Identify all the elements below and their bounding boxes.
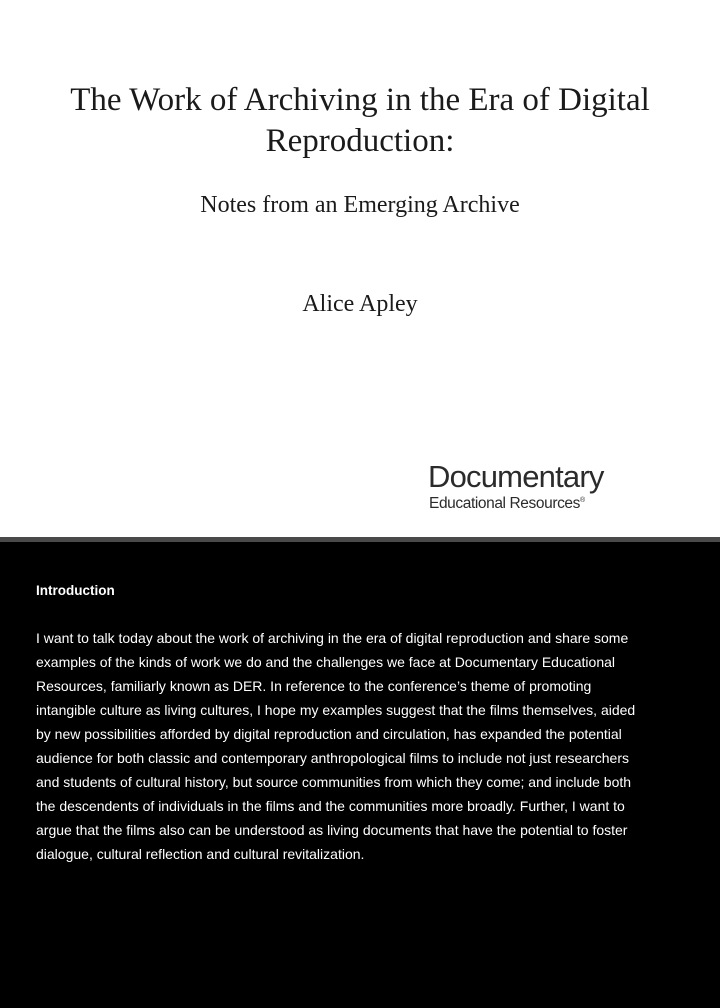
der-logo	[428, 460, 628, 516]
author-name: Alice Apley	[302, 291, 418, 317]
paragraph-line-5: by new possibilities afforded by digital reproduction and circulation, has expanded the potential	[36, 726, 622, 742]
introduction-section	[36, 578, 696, 866]
paragraph-line-1: I want to talk today about the work of archiving in the era of digital reproduction and share some	[36, 630, 629, 646]
paragraph-line-2: examples of the kinds of work we do and the challenges we face at Documentary Educational	[36, 654, 615, 670]
logo-wordmark: Documentary	[428, 459, 604, 494]
paragraph-line-3: Resources, familiarly known as DER. In reference to the conference’s theme of promoting	[36, 678, 592, 694]
introduction-paragraph	[36, 626, 696, 866]
document-title	[0, 80, 720, 162]
section-heading: Introduction	[36, 583, 115, 598]
title-line-2: Reproduction:	[265, 123, 455, 159]
paragraph-line-10: dialogue, cultural reflection and cultural revitalization.	[36, 846, 365, 862]
title-line-1: The Work of Archiving in the Era of Digital	[70, 82, 650, 118]
logo-tagline	[429, 492, 585, 513]
paragraph-line-4: intangible culture as living cultures, I hope my examples suggest that the films themselves, aided	[36, 702, 636, 718]
paragraph-line-6: audience for both classic and contemporary anthropological films to include not just researchers	[36, 750, 629, 766]
section-divider	[0, 537, 720, 542]
paragraph-line-9: argue that the films also can be understood as living documents that have the potential to foster	[36, 822, 628, 838]
paragraph-line-7: and students of cultural history, but source communities from which they come; and include both	[36, 774, 632, 790]
registered-mark: ®	[580, 497, 585, 504]
logo-tagline-text: Educational Resources	[429, 495, 580, 513]
document-subtitle: Notes from an Emerging Archive	[200, 192, 520, 218]
paragraph-line-8: the descendents of individuals in the films and the communities more broadly. Further, I want to	[36, 798, 625, 814]
